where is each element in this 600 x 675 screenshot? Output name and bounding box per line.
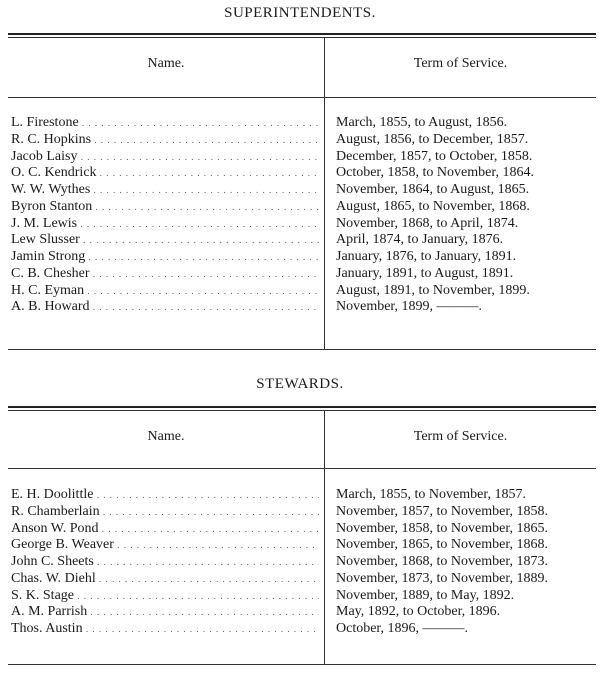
bottom-rule (8, 349, 596, 350)
table-row (0, 554, 600, 571)
person-name: R. Chamberlain . . . (11, 504, 319, 520)
person-name: Chas. W. Diehl . . . (11, 571, 319, 587)
term-of-service: November, 1857, to November, 1858. (336, 503, 548, 519)
table-row (0, 487, 600, 504)
name-column-header: Name. (147, 429, 185, 444)
table-row (0, 216, 600, 233)
table-row (0, 504, 600, 521)
term-of-service: December, 1857, to October, 1858. (336, 148, 533, 164)
table-row (0, 149, 600, 166)
person-name: A. B. Howard . . . (11, 299, 319, 315)
person-name: Thos. Austin . . . (11, 621, 319, 637)
table-row (0, 132, 600, 149)
table-row (0, 115, 600, 132)
top-rule (8, 406, 596, 408)
person-name: J. M. Lewis . . . (11, 216, 319, 232)
term-of-service: March, 1855, to November, 1857. (336, 487, 526, 502)
table-row (0, 249, 600, 266)
table-row (0, 621, 600, 638)
term-of-service: October, 1858, to November, 1864. (336, 165, 534, 181)
person-name: Lew Slusser . . . (11, 232, 319, 248)
name-column-header: Name. (147, 56, 185, 71)
term-of-service: August, 1856, to December, 1857. (336, 131, 529, 147)
person-name: C. B. Chesher . . . (11, 266, 319, 282)
table-row (0, 165, 600, 182)
superintendents-title: SUPERINTENDENTS. (224, 5, 376, 21)
term-of-service: November, 1899, ———. (336, 299, 483, 315)
term-of-service: November, 1873, to November, 1889. (336, 570, 548, 586)
person-name: R. C. Hopkins . . . (11, 132, 319, 148)
header-rule (8, 97, 596, 98)
person-name: Jacob Laisy . . . (11, 149, 319, 165)
stewards-title: STEWARDS. (256, 376, 344, 392)
person-name: O. C. Kendrick . . . (11, 165, 319, 181)
table-row (0, 182, 600, 199)
top-rule-inner (8, 410, 596, 411)
stewards-section (0, 360, 600, 675)
person-name: Jamin Strong . . . (11, 249, 319, 265)
bottom-rule (8, 664, 596, 665)
term-of-service: October, 1896, ———. (336, 621, 469, 636)
term-column-header: Term of Service. (413, 56, 508, 71)
term-of-service: November, 1858, to November, 1865. (336, 520, 548, 536)
term-of-service: August, 1891, to November, 1899. (336, 282, 530, 298)
table-row (0, 299, 600, 316)
term-of-service: November, 1889, to May, 1892. (336, 587, 515, 603)
table-row (0, 604, 600, 621)
person-name: George B. Weaver . . . (11, 537, 319, 553)
person-name: W. W. Wythes . . . (11, 182, 319, 198)
term-of-service: January, 1891, to August, 1891. (336, 265, 514, 281)
term-of-service: August, 1865, to November, 1868. (336, 198, 530, 214)
term-of-service: May, 1892, to October, 1896. (336, 604, 501, 620)
term-column-header: Term of Service. (413, 429, 508, 444)
term-of-service: January, 1876, to January, 1891. (336, 249, 517, 264)
person-name: John C. Sheets . . . (11, 554, 319, 570)
term-of-service: November, 1868, to November, 1873. (336, 554, 548, 569)
person-name: S. K. Stage . . . (11, 588, 319, 604)
top-rule (8, 33, 596, 35)
term-of-service: November, 1864, to August, 1865. (336, 182, 530, 197)
person-name: L. Firestone . . . (11, 115, 319, 131)
header-rule (8, 468, 596, 469)
table-row (0, 266, 600, 283)
term-of-service: November, 1865, to November, 1868. (336, 537, 548, 553)
table-row (0, 588, 600, 605)
top-rule-inner (8, 37, 596, 38)
person-name: A. M. Parrish . . . (11, 604, 319, 620)
term-of-service: November, 1868, to April, 1874. (336, 215, 519, 231)
person-name: Anson W. Pond . . . (11, 521, 319, 537)
table-row (0, 537, 600, 554)
term-of-service: March, 1855, to August, 1856. (336, 115, 508, 130)
term-of-service: April, 1874, to January, 1876. (336, 232, 504, 248)
table-row (0, 571, 600, 588)
person-name: E. H. Doolittle . . . (11, 487, 319, 503)
table-row (0, 283, 600, 300)
person-name: H. C. Eyman . . . (11, 283, 319, 299)
table-row (0, 521, 600, 538)
table-row (0, 199, 600, 216)
person-name: Byron Stanton . . . (11, 199, 319, 215)
table-row (0, 232, 600, 249)
